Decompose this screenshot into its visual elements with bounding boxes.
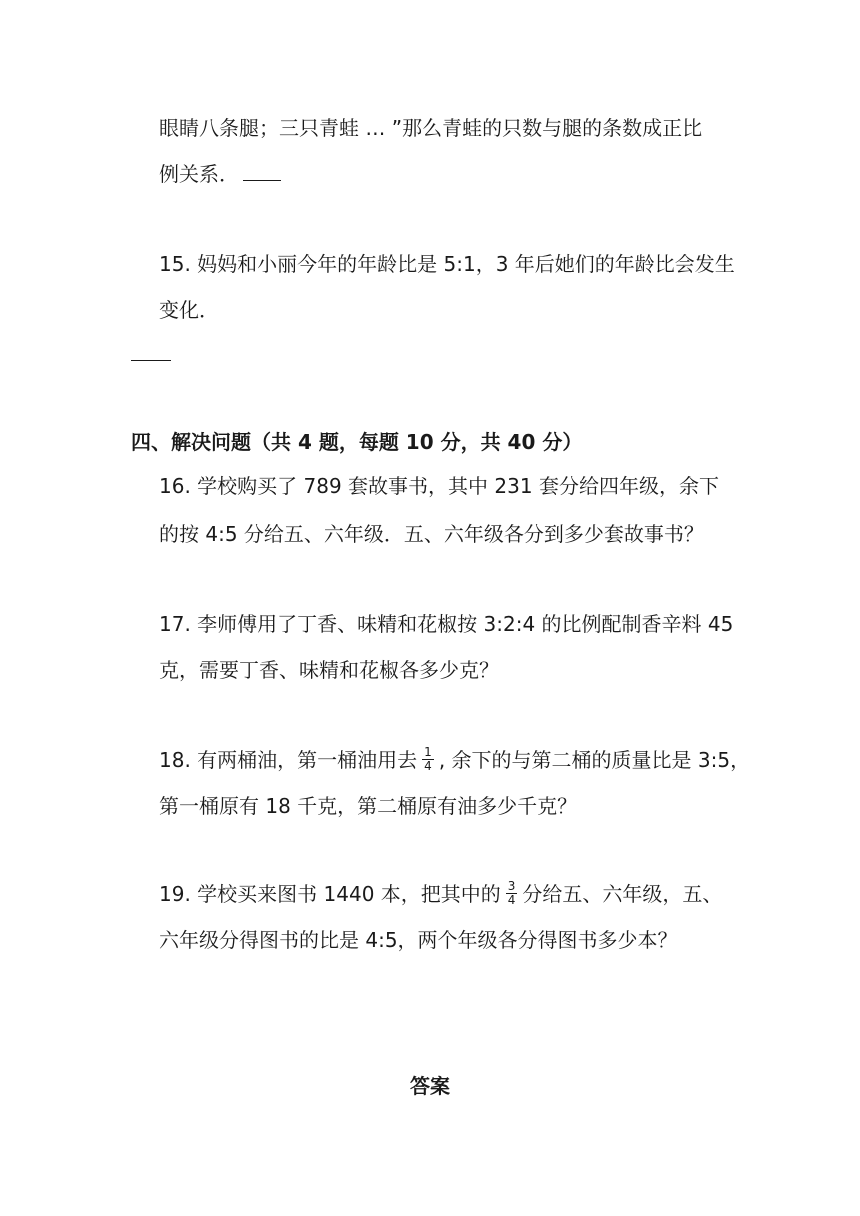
q19-line2: 六年级分得图书的比是 4:5，两个年级各分得图书多少本？ (159, 928, 678, 952)
answer-blank (243, 160, 281, 181)
section-4-title: 四、解决问题（共 4 题，每题 10 分，共 40 分） (131, 430, 583, 454)
answers-heading: 答案 (410, 1074, 450, 1098)
fraction-numerator: 1 (424, 745, 432, 759)
q14-line2 (159, 160, 281, 188)
fraction-denominator: 4 (424, 759, 432, 773)
answer-blank-rule (131, 360, 171, 361)
fraction (506, 880, 518, 907)
q16-line1: 16. 学校购买了 789 套故事书，其中 231 套分给四年级，余下 (159, 474, 719, 498)
q18-text-a: 18. 有两桶油，第一桶油用去 (159, 748, 418, 772)
q18-line2: 第一桶原有 18 千克，第二桶原有油多少千克？ (159, 794, 578, 818)
fraction-numerator: 3 (507, 879, 516, 893)
q18-line1 (159, 746, 750, 775)
q19-line1 (159, 880, 722, 909)
q14-line2-text: 例关系． (159, 162, 239, 186)
fraction (422, 746, 434, 773)
q16-line2: 的按 4:5 分给五、六年级．五、六年级各分到多少套故事书？ (159, 522, 704, 546)
q17-line2: 克，需要丁香、味精和花椒各多少克？ (159, 658, 499, 682)
q19-text-b: 分给五、六年级，五、 (522, 882, 723, 906)
q15-line2: 变化． (159, 298, 219, 322)
q18-text-b: , 余下的与第二桶的质量比是 3:5， (438, 748, 751, 772)
q19-text-a: 19. 学校买来图书 1440 本，把其中的 (159, 882, 501, 906)
q17-line1: 17. 李师傅用了丁香、味精和花椒按 3:2:4 的比例配制香辛料 45 (159, 612, 734, 636)
fraction-denominator: 4 (507, 893, 516, 907)
q14-line1: 眼睛八条腿；三只青蛙 … ”那么青蛙的只数与腿的条数成正比 (159, 116, 703, 140)
q15-line1: 15. 妈妈和小丽今年的年龄比是 5:1，3 年后她们的年龄比会发生 (159, 252, 735, 276)
